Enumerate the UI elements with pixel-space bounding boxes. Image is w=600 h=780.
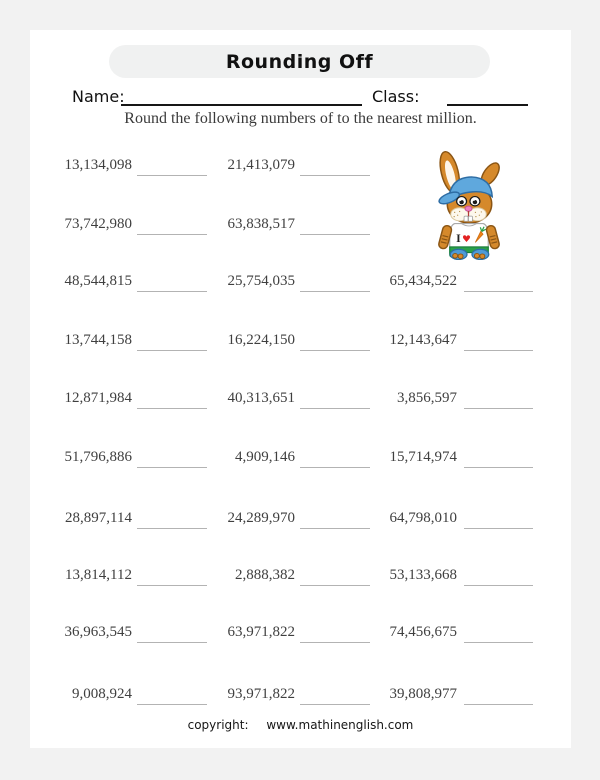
name-blank [121,87,362,106]
problem-row [30,449,571,475]
problem-number: 28,897,114 [65,510,132,526]
title-banner [109,45,490,78]
problem-number: 73,742,980 [64,216,132,232]
answer-blank [137,175,207,176]
copyright-label: copyright: [187,718,249,732]
answer-blank [300,175,370,176]
answer-blank [464,585,533,586]
shirt-letter: I [456,233,461,245]
answer-blank [137,291,207,292]
problem-row [30,624,571,650]
problem-number: 13,814,112 [65,567,132,583]
problem-number: 9,008,924 [72,686,132,702]
answer-blank [464,704,533,705]
name-label: Name: [72,87,125,106]
problem-number: 24,289,970 [227,510,295,526]
answer-blank [300,528,370,529]
instruction-text: Round the following numbers of to the nearest million. [124,110,477,127]
answer-blank [300,350,370,351]
worksheet-page [30,30,571,748]
problem-number: 12,143,647 [389,332,457,348]
problem-row [30,510,571,536]
problem-number: 25,754,035 [227,273,295,289]
copyright-line [30,718,571,732]
problem-number: 13,134,098 [64,157,132,173]
answer-blank [137,704,207,705]
class-label: Class: [372,87,420,106]
website-link: www.mathinenglish.com [266,718,414,732]
answer-blank [464,642,533,643]
problem-number: 93,971,822 [227,686,295,702]
name-class-row [30,87,571,111]
answer-blank [300,408,370,409]
problem-row [30,332,571,358]
answer-blank [137,234,207,235]
class-blank [447,87,528,106]
problem-number: 63,838,517 [227,216,295,232]
problem-number: 63,971,822 [227,624,295,640]
bunny-mascot-icon [427,148,511,260]
problem-row [30,686,571,712]
answer-blank [300,704,370,705]
problem-number: 74,456,675 [389,624,457,640]
answer-blank [300,585,370,586]
answer-blank [300,234,370,235]
problem-number: 64,798,010 [389,510,457,526]
answer-blank [137,467,207,468]
problem-number: 13,744,158 [64,332,132,348]
problem-number: 48,544,815 [64,273,132,289]
problem-number: 53,133,668 [389,567,457,583]
problem-number: 65,434,522 [389,273,457,289]
problem-number: 21,413,079 [227,157,295,173]
answer-blank [464,467,533,468]
problem-row [30,273,571,299]
answer-blank [300,291,370,292]
problem-number: 36,963,545 [64,624,132,640]
answer-blank [137,528,207,529]
problem-number: 40,313,651 [227,390,295,406]
answer-blank [300,642,370,643]
answer-blank [464,350,533,351]
problem-row [30,567,571,593]
problem-number: 12,871,984 [64,390,132,406]
problem-number: 2,888,382 [235,567,295,583]
answer-blank [464,528,533,529]
problem-number: 39,808,977 [389,686,457,702]
answer-blank [300,467,370,468]
problem-number: 16,224,150 [227,332,295,348]
problem-number: 51,796,886 [64,449,132,465]
page-title: Rounding Off [225,50,374,73]
heart-icon: ♥ [462,234,471,245]
answer-blank [137,350,207,351]
problem-number: 15,714,974 [389,449,457,465]
problem-number: 4,909,146 [235,449,295,465]
answer-blank [137,408,207,409]
problem-number: 3,856,597 [397,390,457,406]
answer-blank [137,585,207,586]
answer-blank [137,642,207,643]
answer-blank [464,408,533,409]
answer-blank [464,291,533,292]
problem-row [30,390,571,416]
